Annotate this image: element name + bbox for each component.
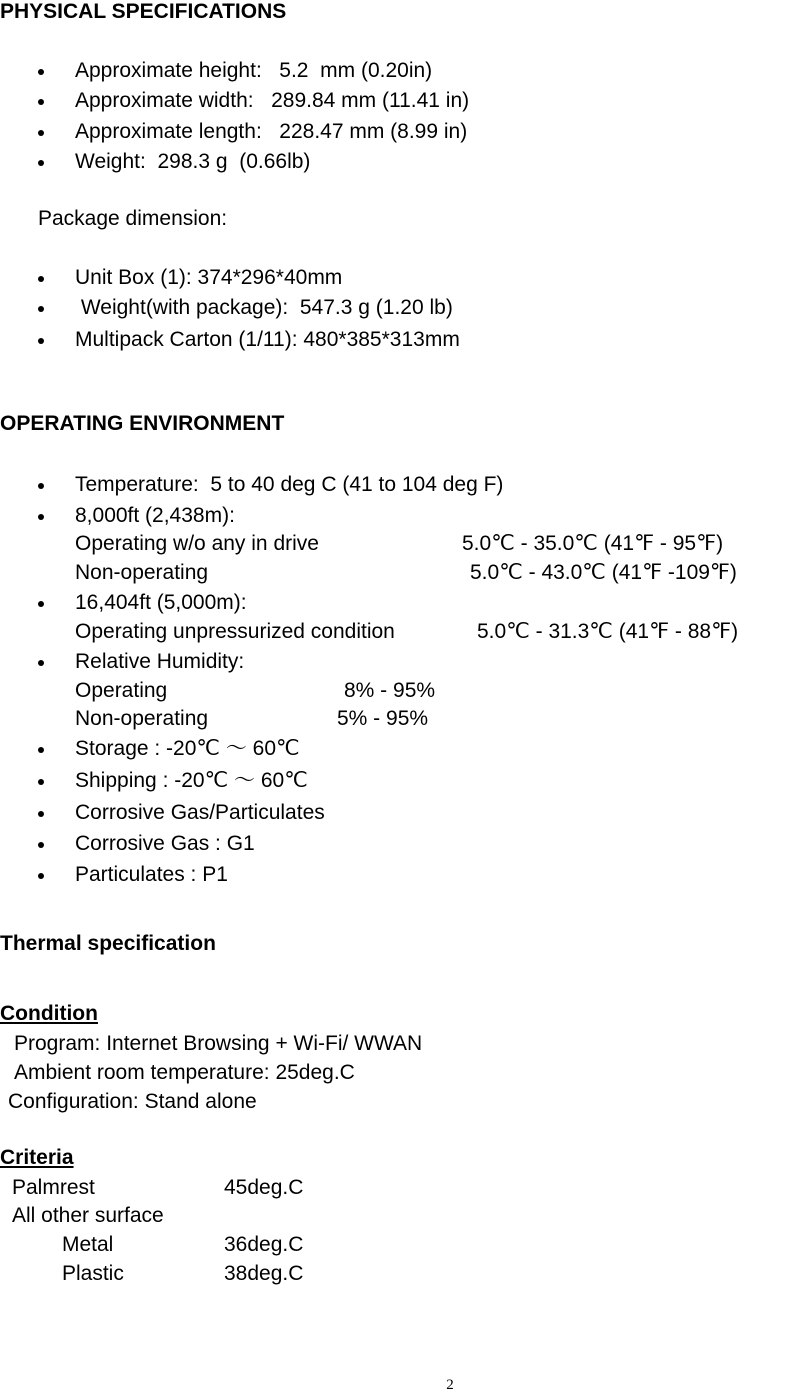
bullet-icon xyxy=(38,276,44,282)
condition-configuration: Configuration: Stand alone xyxy=(8,1090,257,1113)
physical-heading: PHYSICAL SPECIFICATIONS xyxy=(0,0,287,23)
altitude-8000-nonoperating-label: Non-operating xyxy=(75,561,209,584)
altitude-16404-operating-label: Operating unpressurized condition xyxy=(75,620,395,643)
corrosive-gas-item: Corrosive Gas : G1 xyxy=(75,832,255,855)
spec-length: Approximate length: 228.47 mm (8.99 in) xyxy=(75,120,468,143)
package-unit-box: Unit Box (1): 374*296*40mm xyxy=(75,266,343,289)
criteria-palmrest-value: 45deg.C xyxy=(224,1176,304,1199)
bullet-icon xyxy=(38,660,44,666)
particulates-item: Particulates : P1 xyxy=(75,863,228,886)
temperature-item: Temperature: 5 to 40 deg C (41 to 104 deg F) xyxy=(75,473,504,496)
bullet-icon xyxy=(38,483,44,489)
altitude-8000-operating-label: Operating w/o any in drive xyxy=(75,532,319,555)
criteria-palmrest-label: Palmrest xyxy=(12,1176,95,1199)
bullet-icon xyxy=(38,601,44,607)
criteria-other-surface-label: All other surface xyxy=(12,1204,164,1227)
spec-width: Approximate width: 289.84 mm (11.41 in) xyxy=(75,89,470,112)
bullet-icon xyxy=(38,747,44,753)
bullet-icon xyxy=(38,779,44,785)
bullet-icon xyxy=(38,306,44,312)
bullet-icon xyxy=(38,99,44,105)
humidity-title: Relative Humidity: xyxy=(75,650,245,673)
altitude-8000-operating-value: 5.0℃ - 35.0℃ (41℉ - 95℉) xyxy=(462,532,724,555)
bullet-icon xyxy=(38,811,44,817)
altitude-16404-operating-value: 5.0℃ - 31.3℃ (41℉ - 88℉) xyxy=(477,620,739,643)
thermal-heading: Thermal specification xyxy=(0,932,216,955)
bullet-icon xyxy=(38,338,44,344)
bullet-icon xyxy=(38,69,44,75)
altitude-16404-title: 16,404ft (5,000m): xyxy=(75,591,247,614)
condition-ambient: Ambient room temperature: 25deg.C xyxy=(14,1061,355,1084)
bullet-icon xyxy=(38,514,44,520)
spec-height: Approximate height: 5.2 mm (0.20in) xyxy=(75,59,433,82)
package-multipack: Multipack Carton (1/11): 480*385*313mm xyxy=(75,328,460,351)
criteria-metal-value: 36deg.C xyxy=(224,1233,304,1256)
criteria-metal-label: Metal xyxy=(62,1233,114,1256)
humidity-nonoperating-value: 5% - 95% xyxy=(337,707,429,730)
bullet-icon xyxy=(38,842,44,848)
condition-program: Program: Internet Browsing + Wi-Fi/ WWAN xyxy=(14,1032,423,1055)
criteria-plastic-value: 38deg.C xyxy=(224,1262,304,1285)
humidity-operating-value: 8% - 95% xyxy=(344,679,436,702)
spec-weight: Weight: 298.3 g (0.66lb) xyxy=(75,150,311,173)
corrosive-particulates-item: Corrosive Gas/Particulates xyxy=(75,801,325,824)
bullet-icon xyxy=(38,160,44,166)
altitude-8000-title: 8,000ft (2,438m): xyxy=(75,504,235,527)
criteria-plastic-label: Plastic xyxy=(62,1262,124,1285)
shipping-item: Shipping : -20℃ ～ 60℃ xyxy=(75,769,308,792)
operating-heading: OPERATING ENVIRONMENT xyxy=(0,412,285,435)
package-weight: Weight(with package): 547.3 g (1.20 lb) xyxy=(75,296,453,319)
package-label: Package dimension: xyxy=(38,207,228,230)
bullet-icon xyxy=(38,130,44,136)
storage-item: Storage : -20℃ ～ 60℃ xyxy=(75,737,300,760)
bullet-icon xyxy=(38,873,44,879)
page-number: 2 xyxy=(446,1377,454,1393)
humidity-operating-label: Operating xyxy=(75,679,168,702)
altitude-8000-nonoperating-value: 5.0℃ - 43.0℃ (41℉ -109℉) xyxy=(470,561,737,584)
condition-label: Condition xyxy=(0,1002,98,1025)
humidity-nonoperating-label: Non-operating xyxy=(75,707,209,730)
criteria-label: Criteria xyxy=(0,1146,74,1169)
